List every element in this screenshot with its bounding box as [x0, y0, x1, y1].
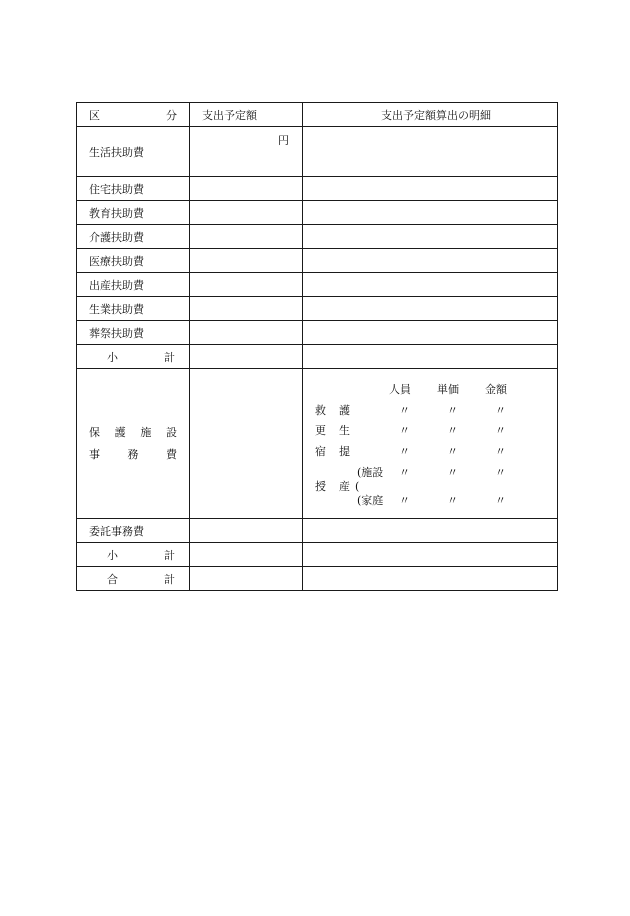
amount-cell[interactable]: [190, 297, 303, 321]
table-row: [77, 519, 558, 543]
shukuhaku-char-1: 宿: [315, 445, 326, 458]
row-label: 教育扶助費: [77, 201, 190, 225]
row-label: 医療扶助費: [77, 249, 190, 273]
hogo-char: 設: [165, 425, 177, 439]
ditto-mark: 〃: [399, 466, 410, 479]
ditto-mark: 〃: [447, 445, 458, 458]
hogo-char: 務: [127, 447, 139, 461]
jusan-char-1: 授: [315, 480, 326, 493]
ditto-mark: 〃: [495, 466, 506, 479]
detail-grid: [303, 369, 557, 518]
ditto-mark: 〃: [495, 445, 506, 458]
total-right: 計: [164, 572, 175, 586]
ditto-mark: 〃: [399, 494, 410, 507]
hogo-line-1: [89, 422, 177, 444]
row-label: 生活扶助費: [77, 127, 190, 177]
hogo-line-2: [89, 444, 177, 466]
hogo-char: 護: [114, 425, 126, 439]
table-row: [77, 273, 558, 297]
total-label: [77, 567, 190, 591]
subtotal-left: 小: [107, 548, 118, 562]
hogo-char: 保: [89, 425, 100, 439]
kosei-char-2: 生: [339, 424, 350, 437]
table-row: [77, 249, 558, 273]
kyugo-char-1: 救: [315, 404, 326, 417]
ditto-mark: 〃: [447, 494, 458, 507]
detail-header-ninin: 人員: [389, 383, 411, 396]
ditto-mark: 〃: [495, 494, 506, 507]
header-kubun: [77, 103, 190, 127]
budget-table: [76, 102, 558, 591]
row-label: 委託事務費: [77, 519, 190, 543]
header-row: [77, 103, 558, 127]
detail-cell[interactable]: [303, 321, 558, 345]
subtotal-right: 計: [164, 350, 175, 364]
subtotal-left: 小: [107, 350, 118, 364]
amount-cell[interactable]: [190, 273, 303, 297]
amount-cell[interactable]: [190, 543, 303, 567]
header-detail: 支出予定額算出の明細: [303, 103, 558, 127]
amount-cell[interactable]: [190, 225, 303, 249]
detail-cell[interactable]: [303, 567, 558, 591]
detail-cell[interactable]: [303, 297, 558, 321]
row-label: 出産扶助費: [77, 273, 190, 297]
amount-cell[interactable]: [190, 345, 303, 369]
header-kubun-left: 区: [89, 108, 100, 122]
table-row: [77, 127, 558, 177]
ditto-mark: 〃: [399, 445, 410, 458]
row-label: 介護扶助費: [77, 225, 190, 249]
shisetsu-label: (施設: [357, 466, 384, 479]
hogo-char: 費: [166, 447, 177, 461]
total-left: 合: [107, 572, 118, 586]
table-row: [77, 321, 558, 345]
detail-cell[interactable]: [303, 345, 558, 369]
ditto-mark: 〃: [495, 404, 506, 417]
header-kubun-right: 分: [166, 108, 177, 122]
subtotal-label: [77, 543, 190, 567]
table-row: [77, 225, 558, 249]
katei-label: (家庭: [357, 494, 384, 507]
detail-cell[interactable]: [303, 543, 558, 567]
amount-cell[interactable]: [190, 249, 303, 273]
detail-cell[interactable]: [303, 273, 558, 297]
detail-cell[interactable]: [303, 127, 558, 177]
yen-unit: 円: [278, 134, 289, 147]
table-row: [77, 201, 558, 225]
hogo-char: 施: [140, 425, 152, 439]
subtotal-row: [77, 543, 558, 567]
detail-cell[interactable]: [303, 369, 558, 519]
total-row: [77, 567, 558, 591]
kosei-char-1: 更: [315, 424, 326, 437]
detail-cell[interactable]: [303, 201, 558, 225]
hogo-label: [77, 369, 190, 519]
header-amount: 支出予定額: [190, 103, 303, 127]
ditto-mark: 〃: [447, 404, 458, 417]
ditto-mark: 〃: [399, 404, 410, 417]
detail-cell[interactable]: [303, 519, 558, 543]
hogo-row: [77, 369, 558, 519]
ditto-mark: 〃: [447, 466, 458, 479]
detail-header-kingaku: 金額: [485, 383, 507, 396]
amount-cell[interactable]: [190, 201, 303, 225]
shukuhaku-char-2: 提: [339, 445, 350, 458]
jusan-paren: (: [355, 480, 360, 493]
detail-cell[interactable]: [303, 177, 558, 201]
detail-cell[interactable]: [303, 225, 558, 249]
kyugo-char-2: 護: [339, 404, 350, 417]
subtotal-right: 計: [164, 548, 175, 562]
hogo-char: 事: [89, 447, 100, 461]
table-row: [77, 297, 558, 321]
jusan-char-2: 産: [339, 480, 350, 493]
detail-header-tanka: 単価: [437, 383, 459, 396]
subtotal-row: [77, 345, 558, 369]
amount-cell[interactable]: [190, 321, 303, 345]
ditto-mark: 〃: [399, 424, 410, 437]
subtotal-label: [77, 345, 190, 369]
amount-cell[interactable]: [190, 177, 303, 201]
ditto-mark: 〃: [495, 424, 506, 437]
amount-cell[interactable]: [190, 567, 303, 591]
row-label: 住宅扶助費: [77, 177, 190, 201]
detail-cell[interactable]: [303, 249, 558, 273]
table-row: [77, 177, 558, 201]
amount-cell[interactable]: [190, 369, 303, 519]
amount-cell[interactable]: [190, 519, 303, 543]
row-label: 生業扶助費: [77, 297, 190, 321]
row-label: 葬祭扶助費: [77, 321, 190, 345]
ditto-mark: 〃: [447, 424, 458, 437]
amount-cell[interactable]: [190, 127, 303, 177]
